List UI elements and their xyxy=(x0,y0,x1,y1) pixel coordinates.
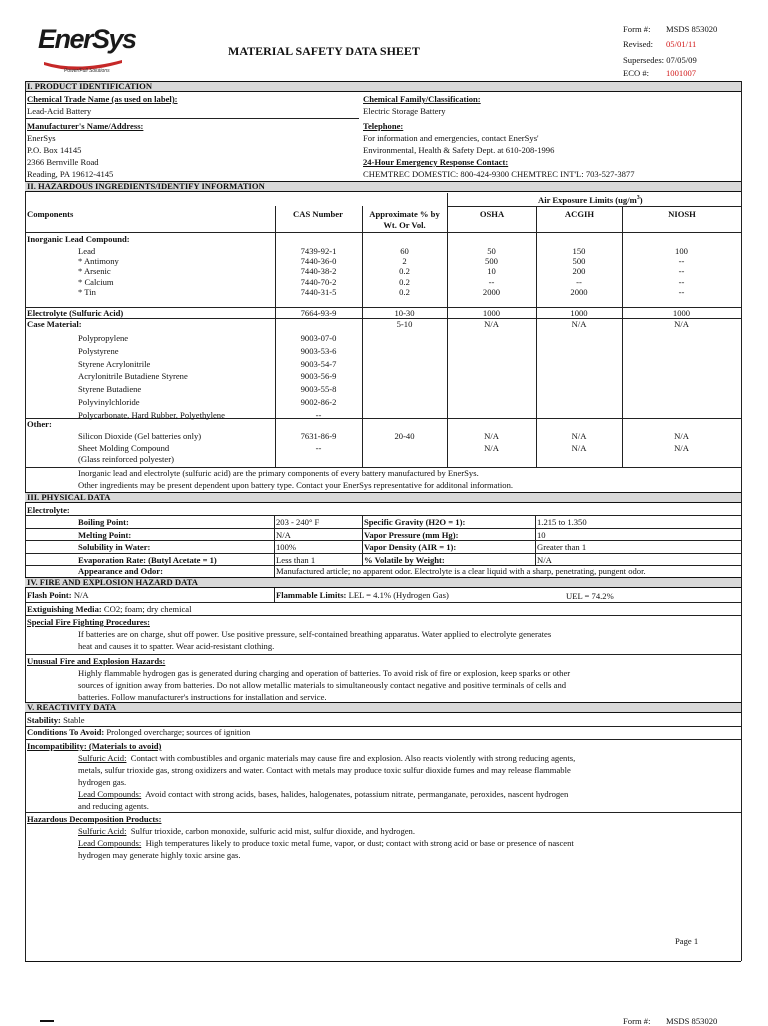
table-cell: 50 xyxy=(487,246,496,256)
decomp-sulfuric-acid: Sulfuric Acid: Sulfur trioxide, carbon monoxide, sulfuric acid mist, sulfur dioxide, and hydrogen. xyxy=(78,826,416,836)
special-fire-fighting-line: If batteries are on charge, shut off power. Use positive pressure, self-contained breathing apparatus. Water applied to electrolyte generates xyxy=(78,629,552,639)
table-cell: N/A xyxy=(571,442,587,453)
boiling-point-label: Boiling Point: xyxy=(78,517,129,527)
divider xyxy=(25,739,741,740)
ingredients-note: Other ingredients may be present dependent upon battery type. Contact your EnerSys representative for additonal information. xyxy=(78,480,514,490)
lead-pct-column xyxy=(362,246,447,297)
column-header-components: Components xyxy=(27,209,74,219)
table-cell: 60 xyxy=(400,246,409,256)
electrolyte-label: Electrolyte: xyxy=(27,505,70,515)
list-item: Polycarbonate, Hard Rubber, Polyethylene xyxy=(78,409,225,420)
special-fire-fighting-line: heat and causes it to spatter. Wear acid-resistant clothing. xyxy=(78,641,275,651)
table-cell: N/A xyxy=(674,319,689,329)
eco-value: 1001007 xyxy=(666,68,697,78)
divider xyxy=(25,602,741,603)
table-cell: 9003-56-9 xyxy=(300,371,337,382)
manufacturer-line: EnerSys xyxy=(27,133,56,143)
page-number: Page 1 xyxy=(675,936,699,946)
divider xyxy=(25,232,741,233)
table-cell: -- xyxy=(678,286,685,297)
list-item: Polyvinylchloride xyxy=(78,396,140,407)
section-iii-heading: III. PHYSICAL DATA xyxy=(25,492,741,503)
special-fire-fighting-label: Special Fire Fighting Procedures: xyxy=(27,617,150,627)
other-cas-column xyxy=(275,431,362,454)
lead-cas-column xyxy=(275,246,362,297)
trade-name-label: Chemical Trade Name (as used on label): xyxy=(27,94,178,104)
chemical-family-value: Electric Storage Battery xyxy=(363,106,446,116)
electrolyte-row-label: Electrolyte (Sulfuric Acid) xyxy=(27,308,124,318)
list-item: * Antimony xyxy=(78,256,119,267)
other-acgih-column xyxy=(536,431,622,454)
list-item: Polystyrene xyxy=(78,345,119,356)
table-cell: N/A xyxy=(674,431,689,441)
table-cell: -- xyxy=(488,276,495,287)
manufacturer-line: P.O. Box 14145 xyxy=(27,145,82,155)
table-cell: 500 xyxy=(485,256,498,267)
table-cell: N/A xyxy=(674,442,689,453)
emergency-label: 24-Hour Emergency Response Contact: xyxy=(363,157,509,167)
table-cell: 1000 xyxy=(672,308,691,318)
solubility-label: Solubility in Water: xyxy=(78,542,151,552)
next-page-mark xyxy=(40,1020,54,1022)
section-i-heading: I. PRODUCT IDENTIFICATION xyxy=(25,81,741,92)
table-cell: 0.2 xyxy=(399,266,410,277)
table-cell: 7440-31-5 xyxy=(300,286,337,297)
divider xyxy=(25,615,741,616)
next-page-form-value: MSDS 853020 xyxy=(666,1016,718,1026)
divider xyxy=(741,81,742,961)
divider xyxy=(25,118,359,119)
telephone-line: Environmental, Health & Safety Dept. at 610-208-1996 xyxy=(363,145,555,155)
eco-label: ECO #: xyxy=(623,68,650,78)
table-cell: N/A xyxy=(571,319,587,329)
appearance-value: Manufactured article; no apparent odor. Electrolyte is a clear liquid with a sharp, penetrating, pungent odor. xyxy=(276,566,646,576)
case-material-label: Case Material: xyxy=(27,319,82,329)
supersedes: Supersedes: 07/05/09 xyxy=(623,55,697,65)
divider xyxy=(25,812,741,813)
table-cell: 1000 xyxy=(482,308,501,318)
flash-point: Flash Point: N/A xyxy=(27,590,89,600)
column-header-cas: CAS Number xyxy=(293,209,343,219)
stability: Stability: Stable xyxy=(27,715,85,725)
manufacturer-label: Manufacturer's Name/Address: xyxy=(27,121,144,131)
vapor-density-value: Greater than 1 xyxy=(537,542,587,552)
enersys-logo xyxy=(38,22,136,80)
column-header-niosh: NIOSH xyxy=(668,209,696,219)
solubility-value: 100% xyxy=(276,542,297,552)
list-item: Silicon Dioxide (Gel batteries only) xyxy=(78,431,202,441)
other-components-list xyxy=(78,431,201,466)
table-cell: 7631-86-9 xyxy=(300,431,337,441)
other-pct-column xyxy=(362,431,447,443)
inorganic-lead-label: Inorganic Lead Compound: xyxy=(27,234,130,244)
decomposition-label: Hazardous Decomposition Products: xyxy=(27,814,162,824)
manufacturer-line: Reading, PA 19612-4145 xyxy=(27,169,114,179)
flammable-uel: UEL = 74.2% xyxy=(566,591,614,601)
case-materials-list xyxy=(78,333,225,423)
list-item: Polypropylene xyxy=(78,333,129,343)
list-item: (Glass reinforced polyester) xyxy=(78,454,174,464)
table-cell: 2000 xyxy=(570,286,588,297)
specific-gravity-value: 1.215 to 1.350 xyxy=(537,517,587,527)
table-cell: 7439-92-1 xyxy=(300,246,337,256)
list-item: Styrene Butadiene xyxy=(78,384,142,395)
divider xyxy=(25,540,741,541)
table-cell: -- xyxy=(678,256,685,267)
table-cell: -- xyxy=(576,276,582,287)
table-cell: 2 xyxy=(402,256,407,267)
logo-tagline: Power/Full Solutions xyxy=(64,68,110,74)
table-cell: 9003-54-7 xyxy=(300,358,337,369)
vapor-density-label: Vapor Density (AIR = 1): xyxy=(364,542,457,552)
melting-point-label: Melting Point: xyxy=(78,530,132,540)
table-cell: 10 xyxy=(487,266,496,277)
ingredients-note: Inorganic lead and electrolyte (sulfuric acid) are the primary components of every battery manufactured by EnerSys. xyxy=(78,468,479,478)
list-item: * Tin xyxy=(78,286,96,297)
divider xyxy=(274,588,275,602)
table-cell: 2000 xyxy=(482,286,501,297)
extinguishing-media: Extiguishing Media: CO2; foam; dry chemical xyxy=(27,604,192,614)
table-cell: 200 xyxy=(572,266,586,277)
melting-point-value: N/A xyxy=(276,530,291,540)
divider xyxy=(25,81,26,183)
table-cell: 9002-86-2 xyxy=(300,396,337,407)
table-cell: N/A xyxy=(571,431,587,441)
section-v-heading: V. REACTIVITY DATA xyxy=(25,702,741,713)
table-cell: N/A xyxy=(484,319,499,329)
table-cell: 500 xyxy=(572,256,586,267)
logo-text: EnerSys xyxy=(38,24,136,54)
manufacturer-line: 2366 Bernville Road xyxy=(27,157,99,167)
revised-value: 05/01/11 xyxy=(666,39,697,49)
unusual-hazards-line: batteries. Follow manufacturer's instructions for installation and service. xyxy=(78,692,327,702)
table-cell: 7440-36-0 xyxy=(300,256,337,267)
table-cell: 150 xyxy=(572,246,586,256)
incompat-line: hydrogen gas. xyxy=(78,777,127,787)
list-item: Sheet Molding Compound xyxy=(78,442,170,453)
table-cell: 9003-07-0 xyxy=(300,333,337,343)
decomp-lead-compounds: Lead Compounds: High temperatures likely to produce toxic metal fume, vapor, or dust; contact with strong acid or base or presence of nascent xyxy=(78,838,574,848)
section-iv-heading: IV. FIRE AND EXPLOSION HAZARD DATA xyxy=(25,577,741,588)
unusual-hazards-line: sources of ignition away from batteries. Do not allow metallic materials to simultaneously contact negative and positive terminals of cells and xyxy=(78,680,567,690)
table-cell: -- xyxy=(315,409,322,420)
form-number-value: MSDS 853020 xyxy=(666,24,718,34)
lead-osha-column xyxy=(447,246,536,297)
specific-gravity-label: Specific Gravity (H2O = 1): xyxy=(364,517,466,527)
divider xyxy=(25,553,741,554)
evaporation-rate-label: Evaporation Rate: (Butyl Acetate = 1) xyxy=(78,555,217,565)
vapor-pressure-value: 10 xyxy=(537,530,546,540)
column-header-acgih: ACGIH xyxy=(564,209,595,219)
lead-components-list xyxy=(78,246,119,297)
table-cell: -- xyxy=(678,266,685,277)
divider xyxy=(447,206,741,207)
lead-acgih-column xyxy=(536,246,622,297)
page-title: MATERIAL SAFETY DATA SHEET xyxy=(228,44,420,58)
list-item: Lead xyxy=(78,246,96,256)
incompat-line: metals, sulfur trioxide gas, strong oxidizers and water. Contact with metals may produce toxic sulfur dioxide fumes and may release flammable xyxy=(78,765,571,775)
divider xyxy=(25,961,741,962)
table-cell: 100 xyxy=(675,246,688,256)
table-cell: 7440-38-2 xyxy=(300,266,337,277)
lead-niosh-column xyxy=(622,246,741,297)
table-cell: -- xyxy=(678,276,685,287)
telephone-label: Telephone: xyxy=(363,121,404,131)
table-cell: 9003-53-6 xyxy=(300,345,337,356)
appearance-label: Appearance and Odor: xyxy=(78,566,163,576)
table-cell: 20-40 xyxy=(394,431,415,441)
incompatibility-label: Incompatibility: (Materials to avoid) xyxy=(27,741,162,751)
divider xyxy=(25,528,741,529)
column-header-osha: OSHA xyxy=(479,209,505,219)
trade-name-value: Lead-Acid Battery xyxy=(27,106,92,116)
table-cell: N/A xyxy=(484,431,499,441)
divider xyxy=(25,183,26,961)
other-label: Other: xyxy=(27,419,52,429)
table-cell: 10-30 xyxy=(394,308,415,318)
next-page-form-label: Form #: xyxy=(623,1016,651,1026)
table-cell: 1000 xyxy=(570,308,588,318)
volatile-value: N/A xyxy=(537,555,552,565)
divider xyxy=(25,515,741,516)
divider xyxy=(274,515,275,577)
other-osha-column xyxy=(447,431,536,454)
decomp-line: hydrogen may generate highly toxic arsine gas. xyxy=(78,850,241,860)
divider xyxy=(25,418,741,419)
other-niosh-column xyxy=(622,431,741,454)
form-number-label: Form #: xyxy=(623,24,651,34)
list-item: Acrylonitrile Butadiene Styrene xyxy=(78,371,188,382)
list-item: Styrene Acrylonitrile xyxy=(78,358,151,369)
unusual-hazards-line: Highly flammable hydrogen gas is generated during charging and operation of batteries. To avoid risk of fire or explosion, keep sparks or other xyxy=(78,668,571,678)
air-exposure-label: Air Exposure Limits $(ug/m^3)$ xyxy=(538,195,643,205)
table-cell: 7440-70-2 xyxy=(300,276,337,287)
chemical-family-label: Chemical Family/Classification: xyxy=(363,94,481,104)
evaporation-rate-value: Less than 1 xyxy=(276,555,316,565)
conditions-to-avoid: Conditions To Avoid: Prolonged overcharge; sources of ignition xyxy=(27,727,251,737)
flammable-limits: Flammable Limits: LEL = 4.1% (Hydrogen Gas) xyxy=(276,590,449,600)
boiling-point-value: 203 - 240° F xyxy=(276,517,320,527)
table-cell: N/A xyxy=(484,442,499,453)
volatile-label: % Volatile by Weight: xyxy=(364,555,445,565)
incompat-line: and reducing agents. xyxy=(78,801,149,811)
table-cell: 7664-93-9 xyxy=(300,308,337,318)
table-cell: -- xyxy=(315,442,322,453)
section-ii-heading: II. HAZARDOUS INGREDIENTS/IDENTIFY INFORMATION xyxy=(25,181,741,192)
divider xyxy=(25,654,741,655)
incompat-lead-compounds: Lead Compounds: Avoid contact with strong acids, bases, halides, halogenates, potassium nitrate, permanganate, peroxides, nascent hydrogen xyxy=(78,789,569,799)
table-cell: 0.2 xyxy=(399,276,410,287)
column-header-percent: Approximate % by Wt. Or Vol. xyxy=(369,209,440,230)
telephone-line: For information and emergencies, contact EnerSys' xyxy=(363,133,539,143)
table-cell: 5-10 xyxy=(396,319,413,329)
list-item: * Calcium xyxy=(78,276,114,287)
revised-label: Revised: xyxy=(623,39,654,49)
emergency-value: CHEMTREC DOMESTIC: 800-424-9300 CHEMTREC INT'L: 703-527-3877 xyxy=(363,169,635,179)
list-item: * Arsenic xyxy=(78,266,111,277)
divider xyxy=(447,193,448,468)
vapor-pressure-label: Vapor Pressure (mm Hg): xyxy=(364,530,459,540)
table-cell: 9003-55-8 xyxy=(300,384,337,395)
table-cell: 0.2 xyxy=(399,286,410,297)
incompat-sulfuric-acid: Sulfuric Acid: Contact with combustibles and organic materials may cause fire and explosion. Also reacts violently with strong reducing agents, xyxy=(78,753,576,763)
case-cas-column xyxy=(275,333,362,423)
unusual-hazards-label: Unusual Fire and Explosion Hazards: xyxy=(27,656,166,666)
